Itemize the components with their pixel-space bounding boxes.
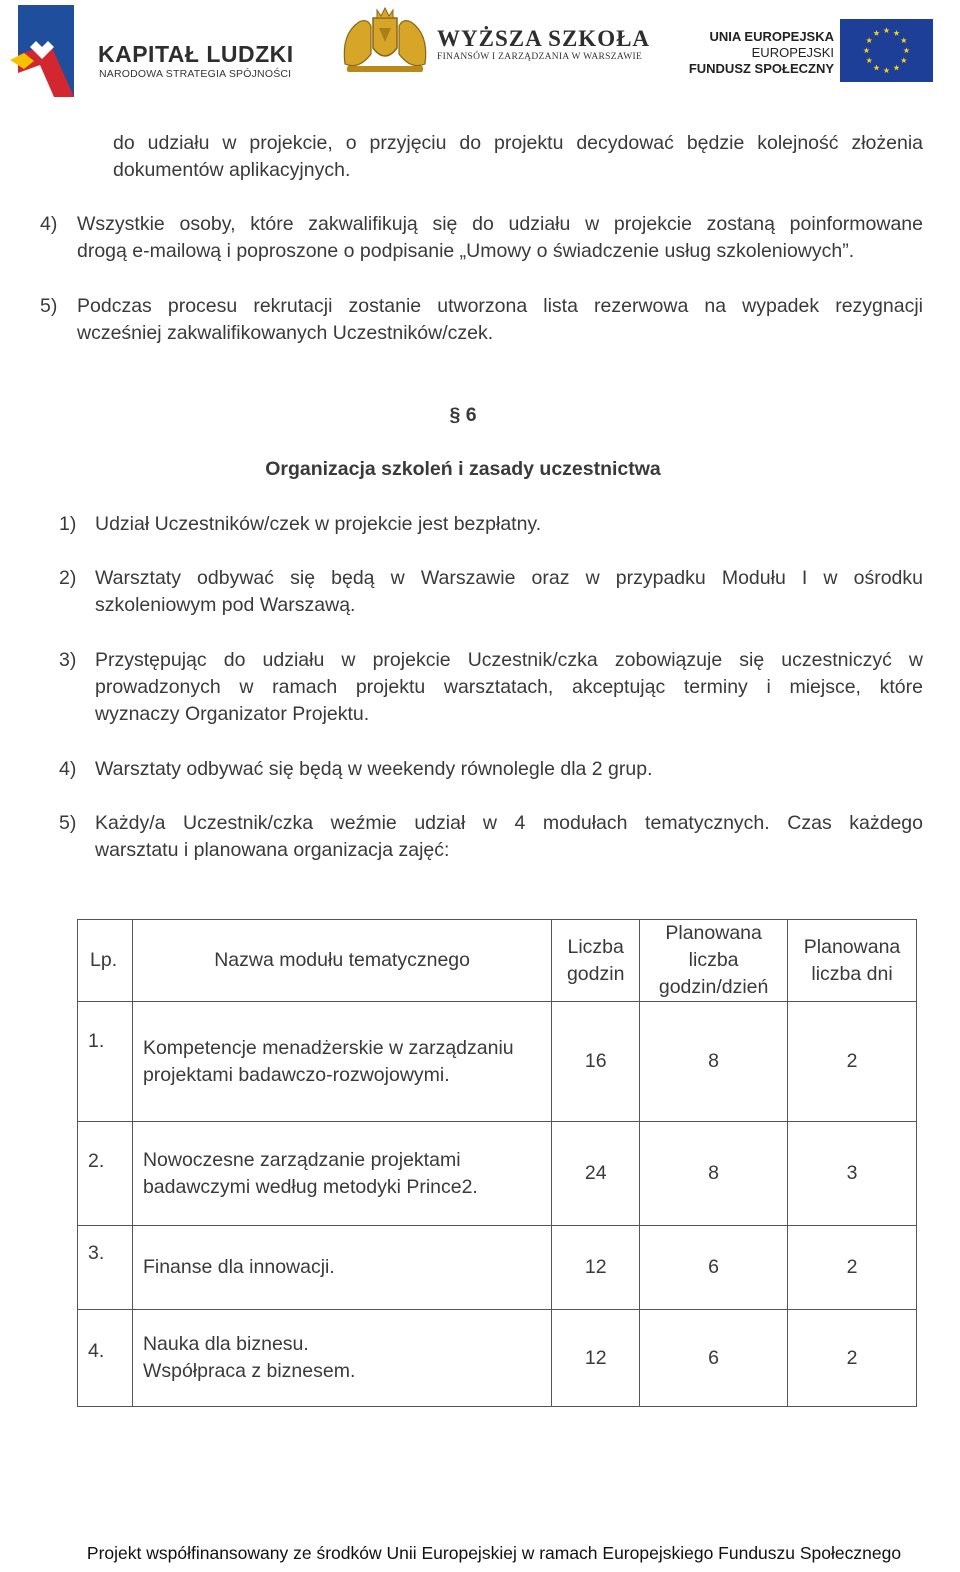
cell-hours-per-day: 6 — [640, 1226, 788, 1310]
list-item-text — [95, 565, 923, 619]
cell-line: badawczymi według metodyki Prince2. — [142, 1175, 478, 1198]
cell-line: Kompetencje menadżerskie w zarządzaniu — [142, 1036, 514, 1059]
cell-line: projektami badawczo-rozwojowymi. — [142, 1063, 450, 1086]
modules-table — [77, 919, 917, 1407]
lion-crest-icon — [337, 4, 433, 76]
text-line: szkoleniowym pod Warszawą. — [95, 594, 356, 616]
header-lp — [78, 920, 133, 1002]
text-line: Każdy/a Uczestnik/czka weźmie udział w 4 modułach tematycznych. Czas każdego — [95, 812, 923, 834]
header-hours-per-day — [640, 920, 788, 1002]
eu-logo-line-2: EUROPEJSKI — [751, 45, 834, 60]
text-line: do udziału w projekcie, o przyjęciu do projektu decydować będzie kolejność złożenia — [113, 132, 923, 154]
wyzsza-szkola-subtitle: FINANSÓW I ZARZĄDZANIA W WARSZAWIE — [437, 52, 643, 62]
text-line: Udział Uczestników/czek w projekcie jest bezpłatny. — [95, 513, 542, 535]
cell-days: 3 — [788, 1122, 917, 1226]
table-header-row — [78, 920, 917, 1002]
wyzsza-szkola-logo — [333, 0, 651, 90]
cell-lp: 3. — [78, 1226, 133, 1310]
list-number: 5) — [40, 295, 58, 317]
header-line: Nazwa modułu tematycznego — [214, 949, 470, 971]
cell-hours: 12 — [552, 1310, 640, 1407]
section-mark: § 6 — [449, 404, 477, 426]
cell-line: Nauka dla biznesu. — [142, 1333, 309, 1355]
wyzsza-szkola-title: WYŻSZA SZKOŁA — [437, 26, 651, 51]
table-row — [78, 1002, 917, 1122]
cell-days: 2 — [788, 1002, 917, 1122]
list-number: 5) — [59, 812, 77, 834]
cell-hours-per-day: 6 — [640, 1310, 788, 1407]
list-number: 4) — [40, 213, 58, 235]
list-item-text — [77, 211, 923, 265]
table-row — [78, 1310, 917, 1407]
list-item-text — [77, 293, 923, 347]
cell-lp: 4. — [78, 1310, 133, 1407]
cell-module-name — [132, 1002, 551, 1122]
kapital-ludzki-emblem-icon — [10, 5, 76, 100]
text-line: Warsztaty odbywać się będą w weekendy równolegle dla 2 grup. — [95, 758, 653, 780]
kapital-ludzki-logo — [8, 5, 308, 100]
cell-days: 2 — [788, 1226, 917, 1310]
eu-efs-logo — [680, 2, 956, 98]
cell-lp: 1. — [78, 1002, 133, 1122]
cell-module-name — [132, 1310, 551, 1407]
eu-logo-line-3: FUNDUSZ SPOŁECZNY — [688, 61, 834, 76]
header-line: Lp. — [90, 949, 118, 971]
header-hours — [552, 920, 640, 1002]
table-row — [78, 1122, 917, 1226]
list-number: 4) — [59, 758, 77, 780]
kapital-ludzki-title: KAPITAŁ LUDZKI — [98, 41, 294, 67]
recruitment-continued-paragraph — [113, 130, 923, 184]
list-item-text — [95, 511, 923, 538]
header-line: godzin/dzień — [658, 976, 769, 998]
list-item-text — [95, 810, 923, 864]
page-header — [0, 0, 960, 105]
cell-days: 2 — [788, 1310, 917, 1407]
cell-hours: 16 — [552, 1002, 640, 1122]
kapital-ludzki-subtitle: NARODOWA STRATEGIA SPÓJNOŚCI — [99, 68, 292, 80]
header-line: godzin — [566, 962, 625, 985]
table-row — [78, 1226, 917, 1310]
list-number: 1) — [59, 513, 77, 535]
header-days — [788, 920, 917, 1002]
cell-module-name — [132, 1226, 551, 1310]
header-line: liczba dni — [811, 962, 893, 985]
text-line: wcześniej zakwalifikowanych Uczestników/czek. — [77, 322, 494, 344]
list-item-text — [95, 647, 923, 728]
cell-line: Nowoczesne zarządzanie projektami — [142, 1148, 461, 1171]
text-line: prowadzonych w ramach projektu warsztatach, akceptując terminy i miejsce, które — [95, 676, 923, 698]
list-number: 3) — [59, 649, 77, 671]
header-line: Planowana — [665, 922, 762, 944]
cell-hours-per-day: 8 — [640, 1002, 788, 1122]
section-title: Organizacja szkoleń i zasady uczestnictwa — [265, 458, 661, 480]
text-line: Wszystkie osoby, które zakwalifikują się do udziału w projekcie zostaną poinformowane — [77, 213, 923, 235]
header-line: Planowana — [803, 935, 901, 958]
text-line: Warsztaty odbywać się będą w Warszawie oraz w przypadku Modułu I w ośrodku — [95, 567, 923, 589]
cell-hours: 12 — [552, 1226, 640, 1310]
list-number: 2) — [59, 567, 77, 589]
text-line: Przystępując do udziału w projekcie Uczestnik/czka zobowiązuje się uczestniczyć w — [95, 649, 923, 671]
eu-logo-line-1: UNIA EUROPEJSKA — [709, 29, 834, 44]
page-footer: Projekt współfinansowany ze środków Unii Europejskiej w ramach Europejskiego Funduszu Społecznego — [86, 1543, 902, 1563]
header-line: liczba — [688, 949, 739, 971]
header-line: Liczba — [567, 935, 624, 958]
list-item-text — [95, 756, 923, 783]
text-line: Podczas procesu rekrutacji zostanie utworzona lista rezerwowa na wypadek rezygnacji — [77, 295, 923, 317]
text-line: warsztatu i planowana organizacja zajęć: — [95, 839, 450, 861]
cell-hours: 24 — [552, 1122, 640, 1226]
eu-flag-icon — [840, 19, 933, 82]
cell-lp: 2. — [78, 1122, 133, 1226]
cell-line: Finanse dla innowacji. — [142, 1256, 335, 1278]
text-line: dokumentów aplikacyjnych. — [113, 159, 351, 181]
text-line: drogą e-mailową i poproszone o podpisanie „Umowy o świadczenie usług szkoleniowych”. — [77, 240, 855, 262]
cell-hours-per-day: 8 — [640, 1122, 788, 1226]
header-module-name — [132, 920, 551, 1002]
text-line: wyznaczy Organizator Projektu. — [95, 703, 370, 725]
cell-module-name — [132, 1122, 551, 1226]
cell-line: Współpraca z biznesem. — [142, 1360, 356, 1382]
